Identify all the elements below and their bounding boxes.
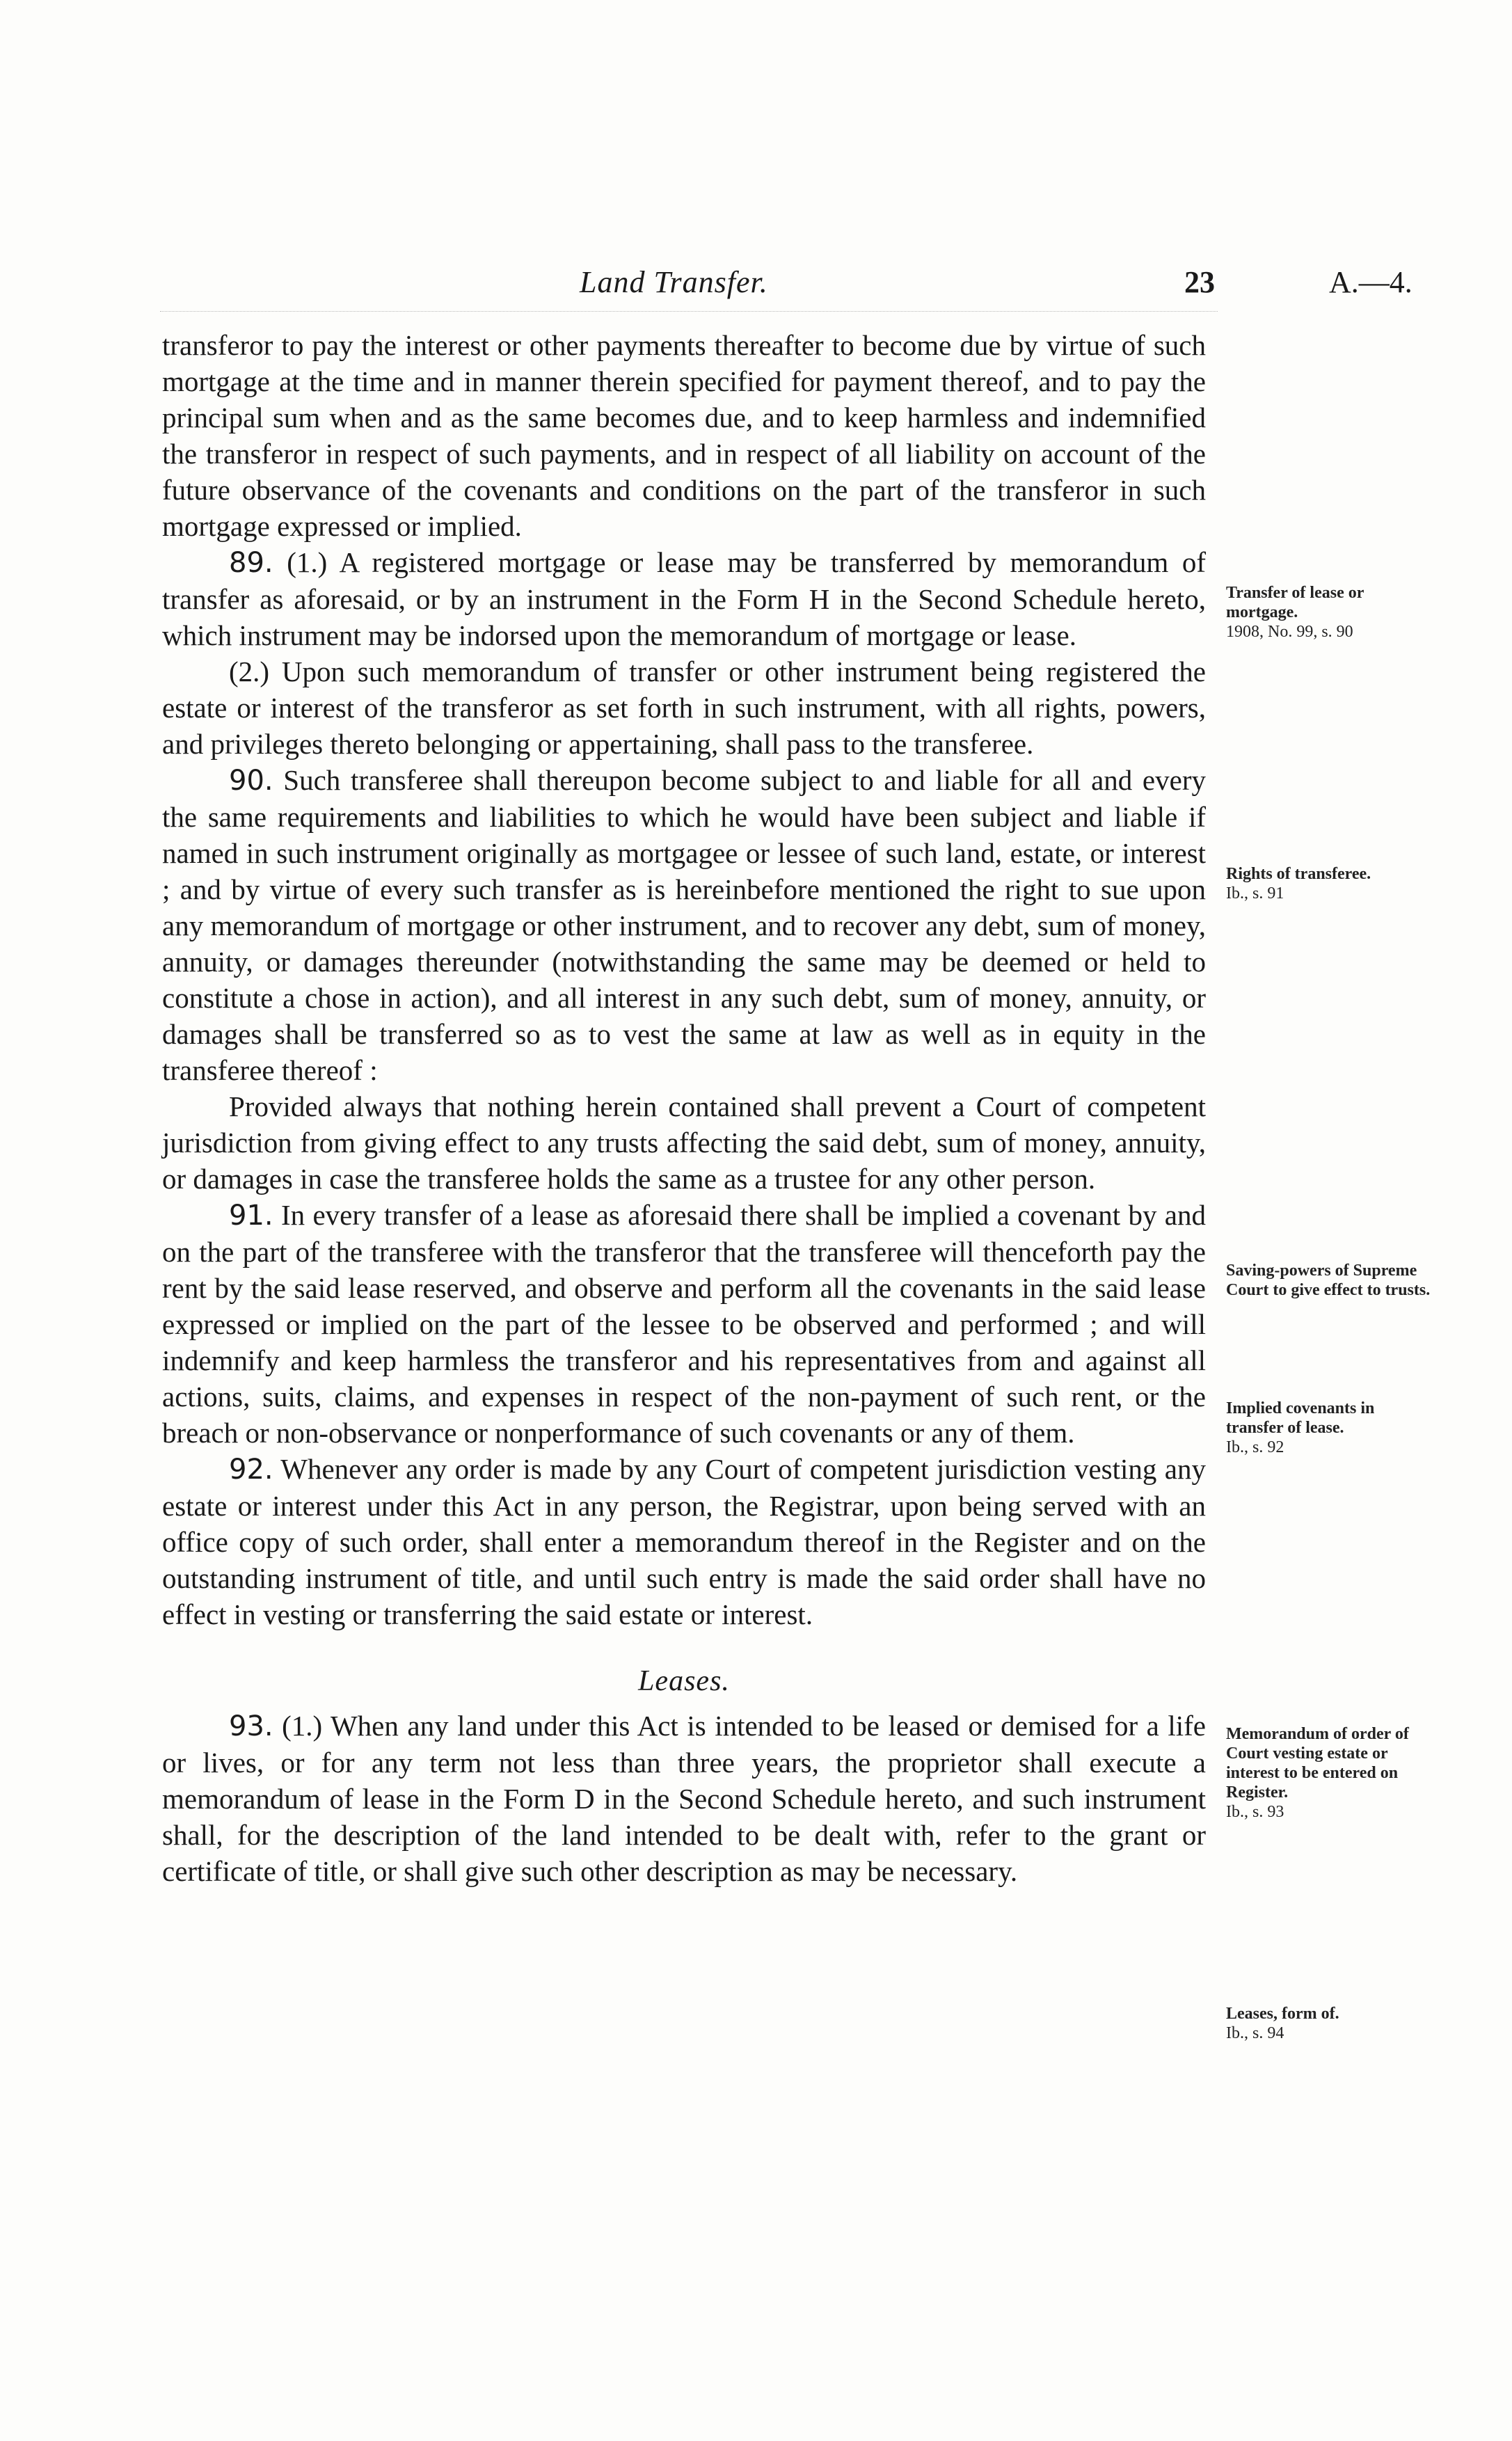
page-header [0, 264, 1512, 306]
section-number: 90. [229, 765, 273, 797]
section-text: In every transfer of a lease as aforesaid there shall be implied a covenant by and on the part of the transferee with the transferor that the transferee will thenceforth pay the rent by the said lease reserved, and observe and perform all the covenants in the said lease expressed or implied on the part of the lessee to be observed and performed ; and will indemnify and keep harmless the transferor and his representatives from and against all actions, suits, claims, and expenses in respect of the non-payment of such rent, or the breach or non-observance or nonperformance of such covenants or any of them. [162, 1199, 1206, 1449]
body-text [162, 327, 1206, 1889]
paragraph-continued: transferor to pay the interest or other payments thereafter to become due by virtue of such mortgage at the time and in manner therein specified for payment thereof, and to pay the principal sum when and as the same becomes due, and to keep harmless and indemnified the transferor in respect of such payments, and in respect of all liability on account of the future observance of the covenants and conditions on the part of the transferor in such mortgage expressed or implied. [162, 329, 1206, 542]
margin-note-citation: Ib., s. 93 [1226, 1803, 1284, 1821]
section-number: 92. [229, 1454, 273, 1486]
margin-note-title: Transfer of lease or mortgage. [1226, 584, 1364, 621]
running-title: Land Transfer. [580, 265, 768, 299]
section-text: Such transferee shall thereupon become subject to and liable for all and every the same requirements and liabilities to which he would have been subject and liable if named in such instrument originally as mortgagee or lessee of such land, estate, or interest ; and by virtue of every such transfer as is hereinbefore mentioned the right to sue upon any memorandum of mortgage or other instrument, and to recover any debt, sum of money, annuity, or damages thereunder (notwithstanding the same may be deemed or held to constitute a chose in action), and all interest in any such debt, sum of money, annuity, or damages shall be transferred so as to vest the same at law as well as in equity in the transferee thereof : [162, 764, 1206, 1086]
margin-note-title: Saving-powers of Supreme Court to give effect to trusts. [1226, 1262, 1431, 1299]
margin-note-title: Rights of transferee. [1226, 865, 1371, 883]
section-text: Whenever any order is made by any Court of competent jurisdiction vesting any estate or interest under this Act in any person, the Registrar, upon being served with an office copy of such order, shall enter a memorandum thereof in the Register and on the outstanding instrument of title, and until such entry is made the said order shall have no effect in vesting or transferring the said estate or interest. [162, 1453, 1206, 1630]
heading-leases: Leases. [638, 1665, 730, 1697]
section-92 [162, 1451, 1206, 1632]
section-text: (1.) A registered mortgage or lease may be transferred by memorandum of transfer as aforesaid, or by an instrument in the Form H in the Second Schedule hereto, which instrument may be indorsed upon the memorandum of mortgage or lease. [162, 546, 1206, 651]
section-93 [162, 1708, 1206, 1889]
section-89 [162, 544, 1206, 653]
section-90 [162, 762, 1206, 1088]
proviso: Provided always that nothing herein contained shall prevent a Court of competent jurisdiction from giving effect to any trusts affecting the said debt, sum of money, annuity, or damages in case the transferee holds the same as a trustee for any other person. [162, 1090, 1206, 1195]
margin-note-citation: Ib., s. 94 [1226, 2024, 1284, 2042]
margin-note-90 [1226, 864, 1435, 903]
section-91 [162, 1197, 1206, 1451]
margin-note-proviso [1226, 1261, 1435, 1300]
section-number: 91. [229, 1200, 273, 1232]
margin-note-citation: 1908, No. 99, s. 90 [1226, 623, 1353, 641]
margin-note-citation: Ib., s. 92 [1226, 1438, 1284, 1456]
section-number: 93. [229, 1710, 273, 1742]
margin-note-title: Implied covenants in transfer of lease. [1226, 1399, 1375, 1437]
margin-note-91 [1226, 1399, 1435, 1457]
section-number: 89. [229, 547, 273, 579]
margin-note-92 [1226, 1724, 1435, 1822]
margin-note-title: Leases, form of. [1226, 2005, 1339, 2023]
page-number: 23 [1184, 265, 1215, 299]
margin-note-89 [1226, 583, 1435, 642]
section-text: (1.) When any land under this Act is intended to be leased or demised for a life or lives, or for any term not less than three years, the proprietor shall execute a memorandum of lease in the Form D in the Second Schedule hereto, and such instrument shall, for the description of the land intended to be dealt with, refer to the grant or certificate of title, or shall give such other description as may be necessary. [162, 1710, 1206, 1887]
margin-note-93 [1226, 2004, 1435, 2043]
margin-note-citation: Ib., s. 91 [1226, 884, 1284, 903]
section-89-subsection-2: (2.) Upon such memorandum of transfer or other instrument being registered the estate or interest of the transferor as set forth in such instrument, with all rights, powers, and privileges thereto belonging or appertaining, shall pass to the transferee. [162, 655, 1206, 760]
header-divider [160, 311, 1218, 312]
paper-reference: A.—4. [1329, 265, 1412, 299]
margin-note-title: Memorandum of order of Court vesting estate or interest to be entered on Register. [1226, 1725, 1409, 1802]
